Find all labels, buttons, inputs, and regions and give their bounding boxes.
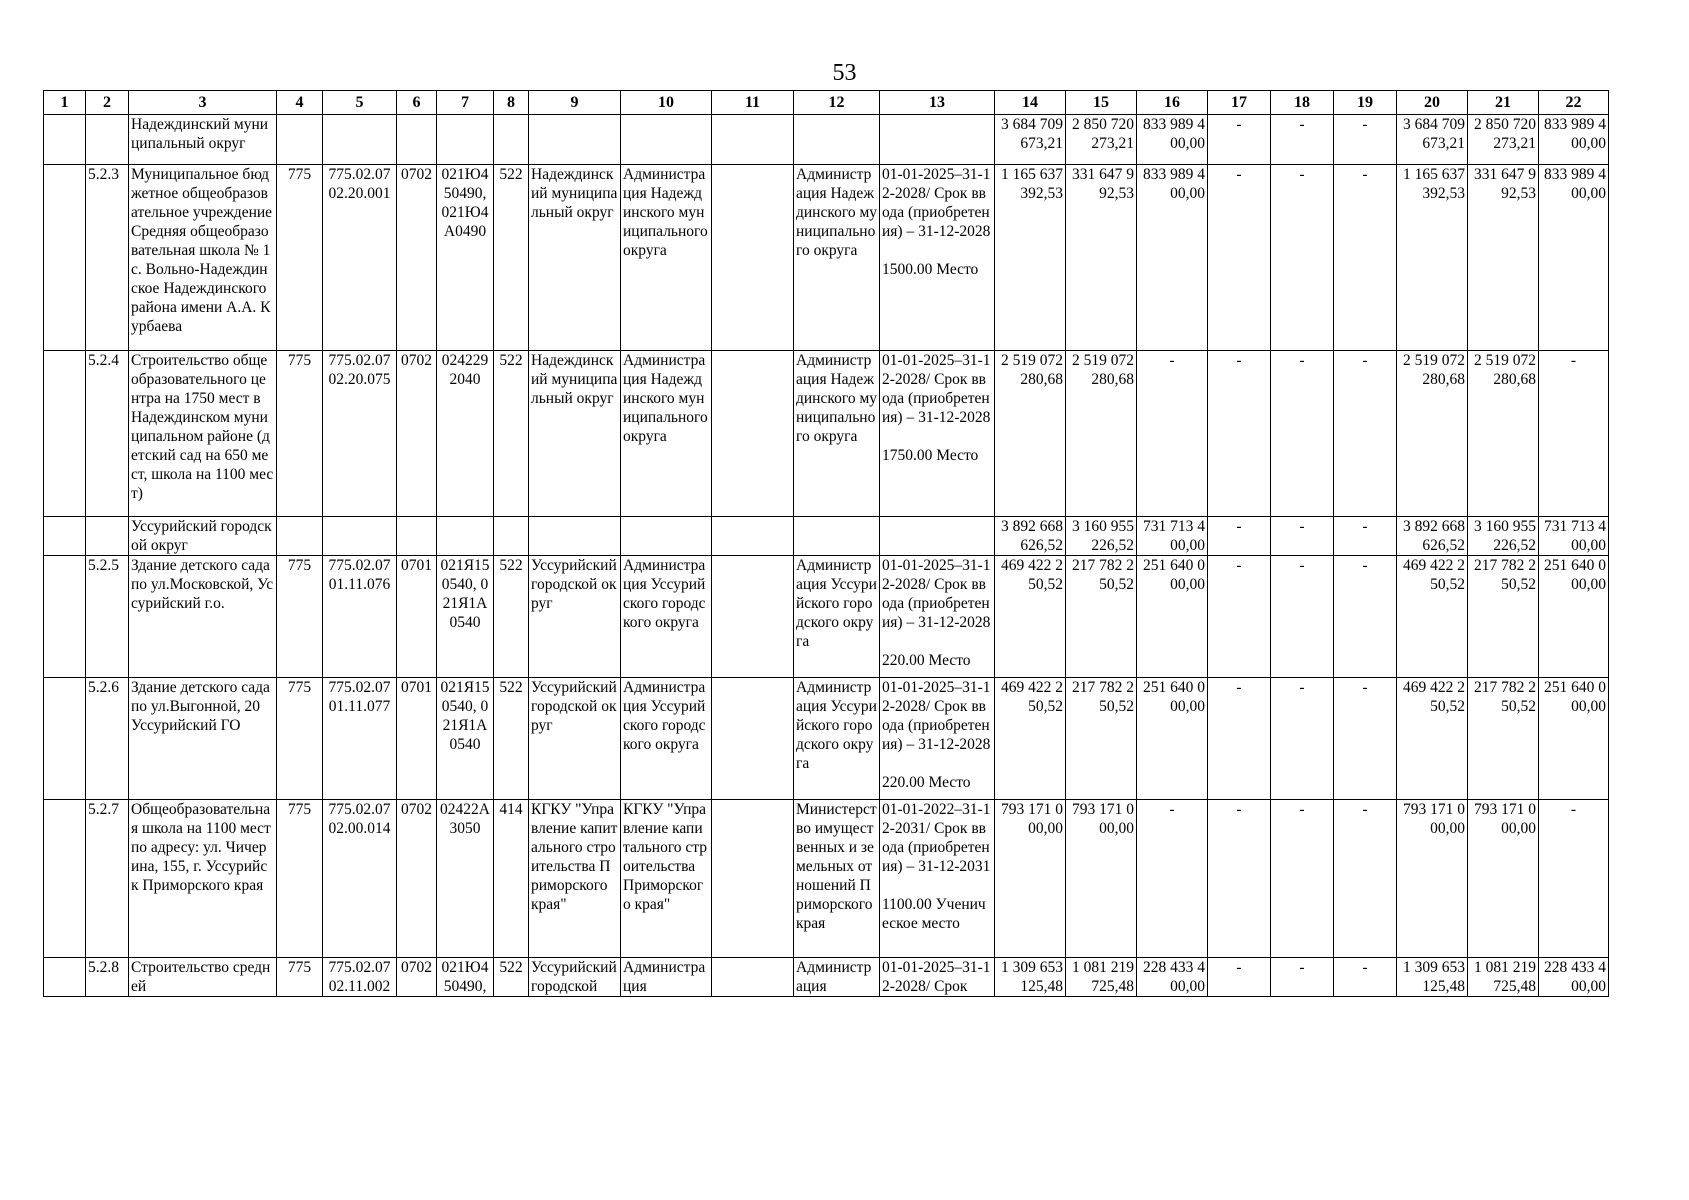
target-code — [437, 115, 494, 165]
amount-18: - — [1271, 958, 1334, 997]
period-and-capacity — [880, 517, 995, 556]
amount-16: 833 989 400,00 — [1137, 165, 1208, 351]
row-id: 5.2.3 — [86, 165, 129, 351]
municipality: Уссурийский городской — [529, 958, 621, 997]
column-header-22: 22 — [1539, 91, 1609, 115]
table-row — [44, 800, 1609, 958]
responsible-org: Министерство имущественных и земельных отношений Приморского края — [794, 800, 880, 958]
spacer — [882, 241, 992, 260]
code-column-5: 775.02.07 02.11.002 — [323, 958, 397, 997]
table-row — [44, 678, 1609, 800]
municipality: Надеждинский муниципальный округ — [529, 165, 621, 351]
amount-19: - — [1334, 165, 1397, 351]
kbk-code: 775 — [277, 958, 323, 997]
kbk-code: 775 — [277, 351, 323, 517]
column-header-20: 20 — [1397, 91, 1468, 115]
amount-18: - — [1271, 115, 1334, 165]
amount-22: 251 640 000,00 — [1539, 678, 1609, 800]
amount-15: 217 782 250,52 — [1066, 556, 1137, 678]
expense-type: 522 — [494, 165, 529, 351]
responsible-org — [794, 517, 880, 556]
section-code: 0702 — [397, 351, 437, 517]
row-name: Строительство средней — [129, 958, 277, 997]
spacer — [882, 754, 992, 773]
amount-18: - — [1271, 800, 1334, 958]
amount-22: 833 989 400,00 — [1539, 115, 1609, 165]
responsible-org: Администрация — [794, 958, 880, 997]
row-name: Здание детского сада по ул.Московской, Уссурийский г.о. — [129, 556, 277, 678]
target-code — [437, 517, 494, 556]
kbk-code — [277, 517, 323, 556]
amount-17: - — [1208, 556, 1271, 678]
column-11 — [712, 351, 794, 517]
amount-15: 331 647 992,53 — [1066, 165, 1137, 351]
period-and-capacity — [880, 115, 995, 165]
period-text: 01-01-2025–31-12-2028/ Срок ввода (приобретения) – 31-12-2028 — [882, 352, 991, 426]
capacity-text: 220.00 Место — [882, 652, 971, 669]
amount-19: - — [1334, 958, 1397, 997]
amount-17: - — [1208, 165, 1271, 351]
amount-14: 2 519 072 280,68 — [995, 351, 1066, 517]
code-column-5 — [323, 115, 397, 165]
section-code: 0701 — [397, 556, 437, 678]
amount-15: 2 519 072 280,68 — [1066, 351, 1137, 517]
section-code: 0702 — [397, 958, 437, 997]
amount-21: 1 081 219 725,48 — [1468, 958, 1539, 997]
row-name: Здание детского сада по ул.Выгонной, 20 Уссурийский ГО — [129, 678, 277, 800]
amount-21: 331 647 992,53 — [1468, 165, 1539, 351]
column-header-13: 13 — [880, 91, 995, 115]
amount-14: 793 171 000,00 — [995, 800, 1066, 958]
expense-type: 522 — [494, 678, 529, 800]
expense-type — [494, 115, 529, 165]
responsible-org: Администрация Надеждинского муниципального округа — [794, 351, 880, 517]
amount-16: 228 433 400,00 — [1137, 958, 1208, 997]
period-text: 01-01-2025–31-12-2028/ Срок — [882, 959, 991, 995]
row-id — [86, 115, 129, 165]
column-header-11: 11 — [712, 91, 794, 115]
column-header-9: 9 — [529, 91, 621, 115]
amount-15: 217 782 250,52 — [1066, 678, 1137, 800]
amount-22: 833 989 400,00 — [1539, 165, 1609, 351]
row-name: Уссурийский городской округ — [129, 517, 277, 556]
section-code — [397, 517, 437, 556]
section-code: 0702 — [397, 165, 437, 351]
amount-16: - — [1137, 351, 1208, 517]
amount-20: 469 422 250,52 — [1397, 556, 1468, 678]
amount-19: - — [1334, 800, 1397, 958]
municipality: Уссурийский городской округ — [529, 556, 621, 678]
amount-20: 2 519 072 280,68 — [1397, 351, 1468, 517]
amount-15: 793 171 000,00 — [1066, 800, 1137, 958]
column-header-8: 8 — [494, 91, 529, 115]
period-and-capacity — [880, 556, 995, 678]
expense-type: 414 — [494, 800, 529, 958]
column-11 — [712, 958, 794, 997]
customer — [621, 115, 712, 165]
customer: Администрация Надеждинского муниципального округа — [621, 165, 712, 351]
amount-14: 469 422 250,52 — [995, 556, 1066, 678]
customer: Администрация Надеждинского муниципального округа — [621, 351, 712, 517]
amount-20: 1 309 653 125,48 — [1397, 958, 1468, 997]
amount-15: 2 850 720 273,21 — [1066, 115, 1137, 165]
column-header-6: 6 — [397, 91, 437, 115]
budget-table — [43, 90, 1609, 997]
responsible-org — [794, 115, 880, 165]
row-empty-cell — [44, 800, 86, 958]
code-column-5: 775.02.07 02.20.075 — [323, 351, 397, 517]
municipality — [529, 115, 621, 165]
row-empty-cell — [44, 517, 86, 556]
amount-15: 1 081 219 725,48 — [1066, 958, 1137, 997]
amount-22: 228 433 400,00 — [1539, 958, 1609, 997]
column-header-3: 3 — [129, 91, 277, 115]
amount-16: 251 640 000,00 — [1137, 556, 1208, 678]
column-11 — [712, 115, 794, 165]
row-id: 5.2.8 — [86, 958, 129, 997]
kbk-code: 775 — [277, 800, 323, 958]
amount-17: - — [1208, 517, 1271, 556]
responsible-org: Администрация Уссурийского городского округа — [794, 678, 880, 800]
amount-16: 833 989 400,00 — [1137, 115, 1208, 165]
capacity-text: 220.00 Место — [882, 774, 971, 791]
row-empty-cell — [44, 958, 86, 997]
table-row — [44, 165, 1609, 351]
column-header-2: 2 — [86, 91, 129, 115]
customer: Администрация Уссурийского городского округа — [621, 678, 712, 800]
kbk-code — [277, 115, 323, 165]
section-code: 0701 — [397, 678, 437, 800]
amount-18: - — [1271, 165, 1334, 351]
amount-22: 251 640 000,00 — [1539, 556, 1609, 678]
code-column-5: 775.02.07 01.11.077 — [323, 678, 397, 800]
expense-type — [494, 517, 529, 556]
amount-17: - — [1208, 351, 1271, 517]
amount-22: 731 713 400,00 — [1539, 517, 1609, 556]
target-code: 02422А 3050 — [437, 800, 494, 958]
row-id: 5.2.6 — [86, 678, 129, 800]
amount-17: - — [1208, 800, 1271, 958]
period-and-capacity — [880, 678, 995, 800]
target-code: 021Я15 0540, 021Я1А 0540 — [437, 556, 494, 678]
amount-19: - — [1334, 351, 1397, 517]
amount-20: 1 165 637 392,53 — [1397, 165, 1468, 351]
amount-17: - — [1208, 678, 1271, 800]
section-code: 0702 — [397, 800, 437, 958]
section-code — [397, 115, 437, 165]
amount-14: 469 422 250,52 — [995, 678, 1066, 800]
amount-17: - — [1208, 958, 1271, 997]
column-header-19: 19 — [1334, 91, 1397, 115]
amount-22: - — [1539, 351, 1609, 517]
period-and-capacity — [880, 958, 995, 997]
amount-17: - — [1208, 115, 1271, 165]
row-id: 5.2.4 — [86, 351, 129, 517]
period-text: 01-01-2025–31-12-2028/ Срок ввода (приобретения) – 31-12-2028 — [882, 557, 991, 631]
amount-20: 469 422 250,52 — [1397, 678, 1468, 800]
code-column-5: 775.02.07 02.00.014 — [323, 800, 397, 958]
target-code: 024229 2040 — [437, 351, 494, 517]
municipality: Уссурийский городской округ — [529, 678, 621, 800]
row-name: Муниципальное бюджетное общеобразовательное учреждение Средняя общеобразовательная школа № 1 с. Вольно-Надеждинское Надеждинского района имени А.А. Курбаева — [129, 165, 277, 351]
capacity-text: 1750.00 Место — [882, 447, 979, 464]
column-header-10: 10 — [621, 91, 712, 115]
capacity-text: 1500.00 Место — [882, 261, 979, 278]
code-column-5 — [323, 517, 397, 556]
table-row — [44, 115, 1609, 165]
amount-18: - — [1271, 556, 1334, 678]
amount-22: - — [1539, 800, 1609, 958]
amount-21: 217 782 250,52 — [1468, 678, 1539, 800]
table-row — [44, 958, 1609, 997]
column-header-5: 5 — [323, 91, 397, 115]
responsible-org: Администрация Уссурийского городского округа — [794, 556, 880, 678]
amount-18: - — [1271, 517, 1334, 556]
expense-type: 522 — [494, 958, 529, 997]
period-and-capacity — [880, 165, 995, 351]
amount-20: 3 684 709 673,21 — [1397, 115, 1468, 165]
amount-18: - — [1271, 678, 1334, 800]
kbk-code: 775 — [277, 556, 323, 678]
row-id: 5.2.5 — [86, 556, 129, 678]
spacer — [882, 632, 992, 651]
period-text: 01-01-2025–31-12-2028/ Срок ввода (приобретения) – 31-12-2028 — [882, 679, 991, 753]
header-row — [44, 91, 1609, 115]
customer: КГКУ "Управление капитального строительства Приморского края" — [621, 800, 712, 958]
period-and-capacity — [880, 800, 995, 958]
table-row — [44, 351, 1609, 517]
period-text: 01-01-2025–31-12-2028/ Срок ввода (приобретения) – 31-12-2028 — [882, 166, 991, 240]
column-header-14: 14 — [995, 91, 1066, 115]
customer — [621, 517, 712, 556]
column-11 — [712, 517, 794, 556]
row-empty-cell — [44, 556, 86, 678]
column-header-7: 7 — [437, 91, 494, 115]
row-name: Надеждинский муниципальный округ — [129, 115, 277, 165]
row-empty-cell — [44, 115, 86, 165]
column-header-15: 15 — [1066, 91, 1137, 115]
kbk-code: 775 — [277, 165, 323, 351]
column-header-1: 1 — [44, 91, 86, 115]
column-header-17: 17 — [1208, 91, 1271, 115]
table-row — [44, 556, 1609, 678]
amount-21: 3 160 955 226,52 — [1468, 517, 1539, 556]
amount-19: - — [1334, 678, 1397, 800]
page-number: 53 — [832, 60, 857, 86]
amount-16: - — [1137, 800, 1208, 958]
column-header-16: 16 — [1137, 91, 1208, 115]
column-header-21: 21 — [1468, 91, 1539, 115]
amount-16: 251 640 000,00 — [1137, 678, 1208, 800]
customer: Администрация — [621, 958, 712, 997]
amount-20: 793 171 000,00 — [1397, 800, 1468, 958]
responsible-org: Администрация Надеждинского муниципального округа — [794, 165, 880, 351]
code-column-5: 775.02.07 01.11.076 — [323, 556, 397, 678]
amount-14: 3 684 709 673,21 — [995, 115, 1066, 165]
column-11 — [712, 556, 794, 678]
amount-14: 1 309 653 125,48 — [995, 958, 1066, 997]
column-11 — [712, 165, 794, 351]
customer: Администрация Уссурийского городского округа — [621, 556, 712, 678]
row-name: Строительство общеобразовательного центра на 1750 мест в Надеждинском муниципальном районе (детский сад на 650 мест, школа на 1100 мест) — [129, 351, 277, 517]
period-and-capacity — [880, 351, 995, 517]
column-header-12: 12 — [794, 91, 880, 115]
spacer — [882, 876, 992, 895]
code-column-5: 775.02.07 02.20.001 — [323, 165, 397, 351]
amount-14: 3 892 668 626,52 — [995, 517, 1066, 556]
row-empty-cell — [44, 165, 86, 351]
period-text: 01-01-2022–31-12-2031/ Срок ввода (приобретения) – 31-12-2031 — [882, 801, 991, 875]
row-empty-cell — [44, 678, 86, 800]
amount-21: 2 850 720 273,21 — [1468, 115, 1539, 165]
amount-19: - — [1334, 517, 1397, 556]
amount-18: - — [1271, 351, 1334, 517]
expense-type: 522 — [494, 351, 529, 517]
column-11 — [712, 800, 794, 958]
column-header-4: 4 — [277, 91, 323, 115]
spacer — [882, 427, 992, 446]
column-header-18: 18 — [1271, 91, 1334, 115]
amount-14: 1 165 637 392,53 — [995, 165, 1066, 351]
amount-20: 3 892 668 626,52 — [1397, 517, 1468, 556]
municipality: КГКУ "Управление капитального строительства Приморского края" — [529, 800, 621, 958]
row-name: Общеобразовательная школа на 1100 мест по адресу: ул. Чичерина, 155, г. Уссурийск Приморского края — [129, 800, 277, 958]
municipality — [529, 517, 621, 556]
table-row — [44, 517, 1609, 556]
amount-19: - — [1334, 115, 1397, 165]
capacity-text: 1100.00 Ученическое место — [882, 896, 986, 932]
row-id — [86, 517, 129, 556]
target-code: 021Ю4 50490, 021Ю4 А0490 — [437, 165, 494, 351]
amount-21: 217 782 250,52 — [1468, 556, 1539, 678]
amount-16: 731 713 400,00 — [1137, 517, 1208, 556]
column-11 — [712, 678, 794, 800]
amount-19: - — [1334, 556, 1397, 678]
kbk-code: 775 — [277, 678, 323, 800]
municipality: Надеждинский муниципальный округ — [529, 351, 621, 517]
expense-type: 522 — [494, 556, 529, 678]
amount-21: 2 519 072 280,68 — [1468, 351, 1539, 517]
amount-21: 793 171 000,00 — [1468, 800, 1539, 958]
target-code: 021Ю4 50490, — [437, 958, 494, 997]
amount-15: 3 160 955 226,52 — [1066, 517, 1137, 556]
row-id: 5.2.7 — [86, 800, 129, 958]
row-empty-cell — [44, 351, 86, 517]
target-code: 021Я15 0540, 021Я1А 0540 — [437, 678, 494, 800]
